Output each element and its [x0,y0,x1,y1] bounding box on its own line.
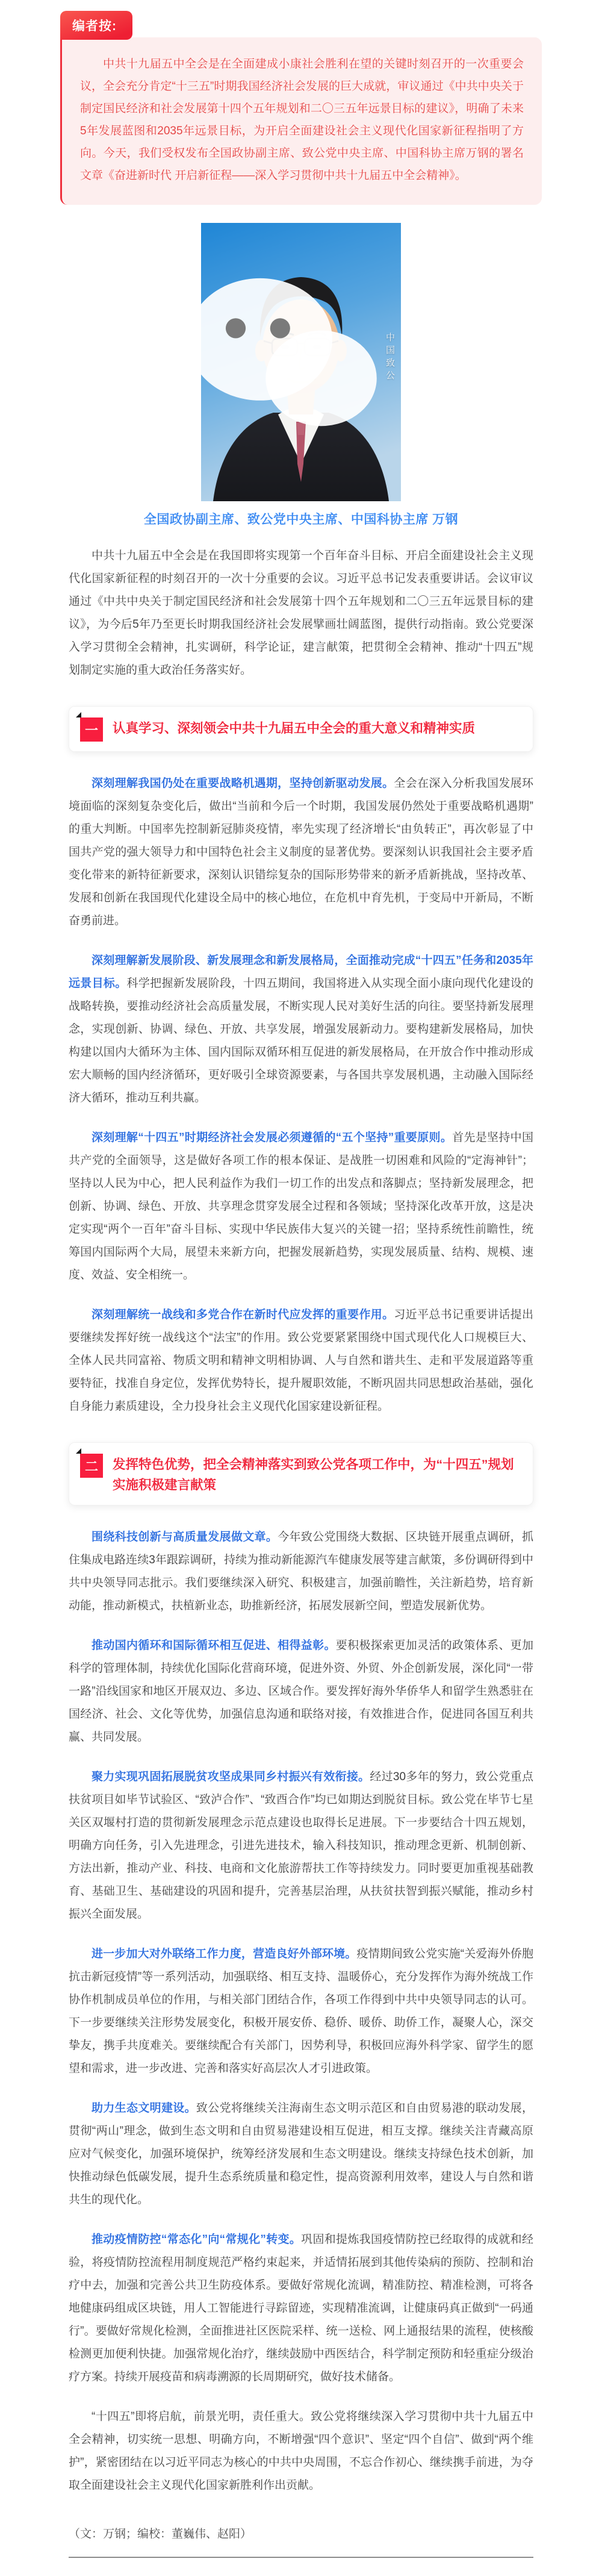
editor-note-label: 编者按: [60,11,132,40]
paragraph-body: 要积极探索更加灵活的政策体系、更加科学的管理体制，持续优化国际化营商环境，促进外资、外贸、外企创新发展，深化同“一带一路”沿线国家和地区开展双边、多边、区域合作。要发挥好海外华侨华人和留学生熟悉驻在国经济、社会、文化等优势，加强信息沟通和联络对接，有效推进合作，促进同各国互利共赢、共同发展。 [69,1639,533,1743]
section-paragraph [69,1766,533,1926]
section-paragraph [69,2228,533,2389]
fold-corner-icon [76,712,81,717]
wechat-icon [201,223,382,495]
paragraph-body: 经过30多年的努力，致公党重点扶贫项目如毕节试验区、“致泸合作”、“致酉合作”均已如期达到脱贫目标。致公党在毕节七星关区双堰村打造的贯彻新发展理念示范点建设也取得长足进展。下一步要结合十四五规划，明确方向任务，引入先进理念，引进先进技术，输入科技知识，推动理念更新、机制创新、方法出新，推动产业、科技、电商和文化旅游帮扶工作等持续发力。同时要更加重视基础教育、基础卫生、基础建设的巩固和提升，完善基层治理，从扶贫扶智到振兴赋能，推动乡村振兴全面发展。 [69,1771,533,1921]
paragraph-body: 疫情期间致公党实施“关爱海外侨胞抗击新冠疫情”等一系列活动，加强联络、相互支持、温暖侨心，充分发挥作为海外统战工作协作机制成员单位的作用，与相关部门团结合作，各项工作得到中共中央领导同志的认可。下一步要继续关注形势发展变化，积极开展安侨、稳侨、暖侨、助侨工作，凝聚人心，深交挚友，携手共度难关。要继续配合有关部门，因势利导，积极回应海外科学家、留学生的愿望和需求，进一步改进、完善和落实好高层次人才引进政策。 [69,1948,533,2075]
portrait-figure [0,223,602,528]
section-paragraph [69,1943,533,2080]
paragraph-lead: 聚力实现巩固拓展脱贫攻坚成果同乡村振兴有效衔接。 [92,1771,370,1783]
paragraph-body: 今年致公党围绕大数据、区块链开展重点调研，抓住集成电路连续3年跟踪调研，持续为推动新能源汽车健康发展等建言献策，多份调研得到中共中央领导同志批示。我们要继续深入研究、积极建言，加强前瞻性，关注新趋势，培育新动能，推动新模式，扶植新业态，助推新经济，拓展发展新空间，塑造发展新优势。 [69,1531,533,1612]
section-2-number: 二 [80,1454,103,1478]
section-paragraph [69,1304,533,1418]
editor-note-box [60,37,542,205]
section-1-title: 认真学习、深刻领会中共十九届五中全会的重大意义和精神实质 [113,721,476,736]
paragraph-body: 科学把握新发展阶段，十四五期间，我国将进入从实现全面小康向现代化建设的战略转换，要推动经济社会高质量发展，不断实现人民对美好生活的向往。要坚持新发展理念，实现创新、协调、绿色、开放、共享发展，增强发展新动力。要构建新发展格局，加快构建以国内大循环为主体、国内国际双循环相互促进的新发展格局，在开放合作中推动形成宏大顺畅的国内经济循环，更好吸引全球资源要素，与各国共享发展机遇，主动融入国际经济大循环，推动互利共赢。 [69,977,533,1104]
paragraph-lead: 推动国内循环和国际循环相互促进、相得益彰。 [92,1639,336,1652]
photo-watermark [201,223,395,495]
photo-caption: 全国政协副主席、致公党中央主席、中国科协主席 万钢 [143,513,459,527]
paragraph-body: 致公党将继续关注海南生态文明示范区和自由贸易港的联动发展，贯彻“两山”理念，做到生态文明和自由贸易港建设相互促进，相互支撑。继续关注青藏高原应对气候变化，加强环境保护，统筹经济发展和生态文明建设。继续支持绿色技术创新，加快推动绿色低碳发展，提升生态系统质量和稳定性，提高资源利用效率，建设人与自然和谐共生的现代化。 [69,2102,533,2206]
paragraph-lead: 深刻理解统一战线和多党合作在新时代应发挥的重要作用。 [92,1308,394,1321]
section-1-number: 一 [80,717,103,742]
section-2-title: 发挥特色优势，把全会精神落实到致公党各项工作中，为“十四五”规划实施积极建言献策 [113,1457,514,1492]
section-paragraph [69,1634,533,1749]
section-paragraph [69,1526,533,1618]
section-paragraph [69,949,533,1110]
bottom-divider [69,2557,533,2558]
fold-corner-icon [76,1448,81,1454]
portrait-photo [201,223,401,501]
paragraph-lead: 推动疫情防控“常态化”向“常规化”转变。 [92,2233,302,2246]
editor-note-text: 中共十九届五中全会是在全面建成小康社会胜利在望的关键时刻召开的一次重要会议，全会充分肯定“十三五”时期我国经济社会发展的巨大成就，审议通过《中共中央关于制定国民经济和社会发展第十四个五年规划和二〇三五年远景目标的建议》，明确了未来5年发展蓝图和2035年远景目标，为开启全面建设社会主义现代化国家新征程指明了方向。今天，我们受权发布全国政协副主席、致公党中央主席、中国科协主席万钢的署名文章《奋进新时代 开启新征程——深入学习贯彻中共十九届五中全会精神》。 [80,58,524,182]
section-paragraph [69,772,533,933]
intro-paragraph: 中共十九届五中全会是在我国即将实现第一个百年奋斗目标、开启全面建设社会主义现代化国家新征程的时刻召开的一次十分重要的会议。习近平总书记发表重要讲话。会议审议通过《中共中央关于制定国民经济和社会发展第十四个五年规划和二〇三五年远景目标的建议》，为今后5年乃至更长时期我国经济社会发展擘画壮阔蓝图，提供行动指南。致公党要深入学习贯彻全会精神，扎实调研，科学论证，建言献策，把贯彻全会精神、推动“十四五”规划制定实施的重大政治任务落实好。 [69,549,533,677]
section-1-header [69,706,533,752]
article-content [69,545,533,2558]
paragraph-lead: 深刻理解新发展阶段、新发展理念和新发展格局，全面推动完成“十四五”任务和2035年远景目标。 [69,954,533,990]
section-paragraph [69,2097,533,2212]
paragraph-lead: 深刻理解“十四五”时期经济社会发展必须遵循的“五个坚持”重要原则。 [92,1131,453,1144]
watermark-text: 中国致公 [385,333,395,381]
section-2-badge [80,1454,103,1478]
paragraph-body: 习近平总书记重要讲话提出要继续发挥好统一战线这个“法宝”的作用。致公党要紧紧围绕中国式现代化人口规模巨大、全体人民共同富裕、物质文明和精神文明相协调、人与自然和谐共生、走和平发展道路等重要特征，找准自身定位，发挥优势特长，提升履职效能，不断巩固共同思想政治基础，强化自身能力素质建设，全力投身社会主义现代化国家建设新征程。 [69,1308,533,1413]
section-paragraph [69,1127,533,1287]
paragraph-lead: 深刻理解我国仍处在重要战略机遇期，坚持创新驱动发展。 [92,777,394,790]
paragraph-lead: 助力生态文明建设。 [92,2102,196,2115]
paragraph-body: 首先是坚持中国共产党的全面领导，这是做好各项工作的根本保证、是战胜一切困难和风险的“定海神针”；坚持以人民为中心，把人民利益作为我们一切工作的出发点和落脚点；坚持新发展理念，把创新、协调、绿色、开放、共享理念贯穿发展全过程和各领域；坚持深化改革开放，这是决定实现“两个一百年”奋斗目标、实现中华民族伟大复兴的关键一招；坚持系统性前瞻性，统筹国内国际两个大局，展望未来新方向，把握发展新趋势，实现发展质量、结构、规模、速度、效益、安全相统一。 [69,1131,533,1281]
editor-note [60,11,542,205]
paragraph-lead: 围绕科技创新与高质量发展做文章。 [92,1531,278,1543]
paragraph-body: 巩固和提炼我国疫情防控已经取得的成就和经验，将疫情防控流程用制度规范严格约束起来，并适情拓展到其他传染病的预防、控制和治疗中去，加强和完善公共卫生防疫体系。要做好常规化流调，精准防控、精准检测，可将各地健康码组成区块链，用人工智能进行寻踪留迹，实现精准流调，让健康码真正做到“一码通行”。要做好常规化检测，全面推进社区医院采样、统一送检、网上通报结果的流程，使核酸检测更加便利快捷。加强常规化治疗，继续鼓励中西医结合，科学制定预防和轻重症分级治疗方案。持续开展疫苗和病毒溯源的长周期研究，做好技术储备。 [69,2233,533,2383]
section-1-badge [80,717,103,742]
section-2-header [69,1442,533,1505]
credits-line: （文：万钢；编校：董巍伟、赵阳） [69,2528,252,2540]
paragraph-body: 全会在深入分析我国发展环境面临的深刻复杂变化后，做出“当前和今后一个时期，我国发展仍然处于重要战略机遇期”的重大判断。中国率先控制新冠肺炎疫情，率先实现了经济增长“由负转正”，再次彰显了中国共产党的强大领导力和中国特色社会主义制度的显著优势。要深刻认识我国社会主要矛盾变化带来的新特征新要求，深刻认识错综复杂的国际形势带来的新矛盾新挑战，坚持改革、发展和创新在我国现代化建设全局中的核心地位，在危机中育先机，于变局中开新局，不断奋勇前进。 [69,777,533,927]
closing-paragraph: “十四五”即将启航，前景光明，责任重大。致公党将继续深入学习贯彻中共十九届五中全会精神，切实统一思想、明确方向，不断增强“四个意识”、坚定“四个自信”、做到“两个维护”，紧密团结在以习近平同志为核心的中共中央周围，不忘合作初心、继续携手前进，为夺取全面建设社会主义现代化国家新胜利作出贡献。 [69,2410,533,2492]
paragraph-lead: 进一步加大对外联络工作力度，营造良好外部环境。 [92,1948,357,1960]
